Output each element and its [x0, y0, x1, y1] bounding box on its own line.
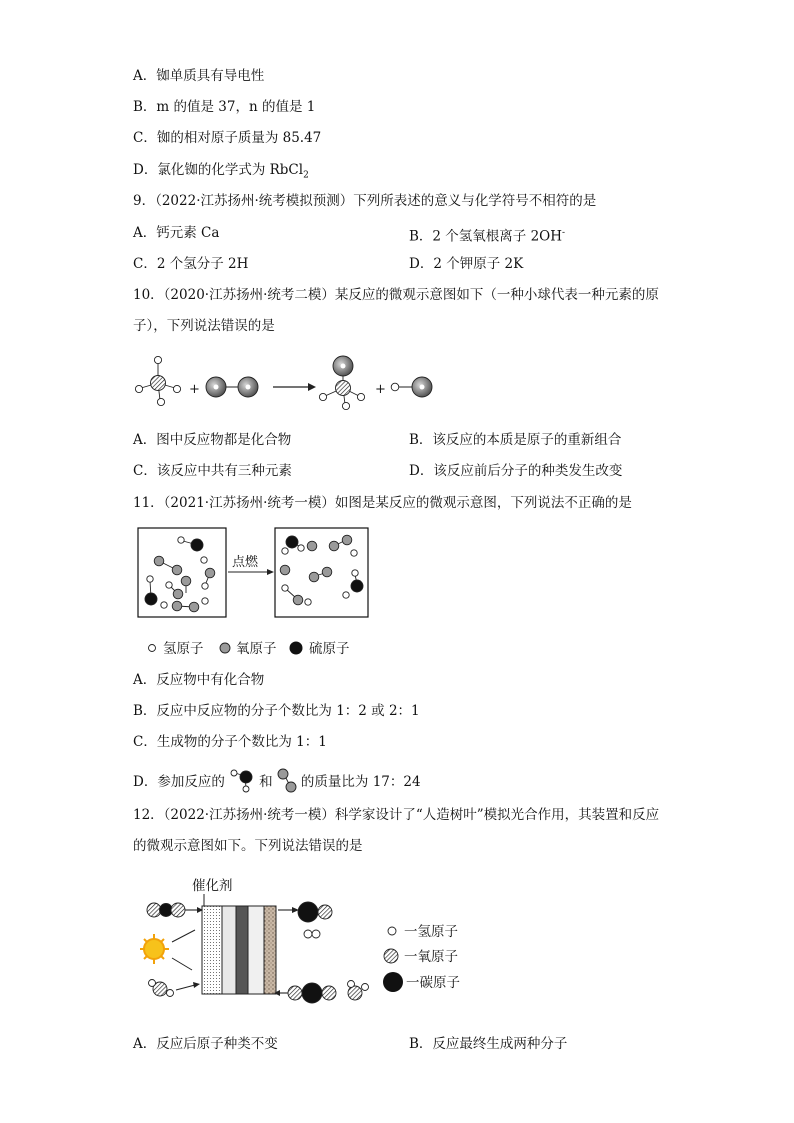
q10-option-c: C．该反应中共有三种元素	[133, 463, 292, 479]
q9-option-a: A．钙元素 Ca	[133, 225, 220, 241]
q10-reaction-diagram	[130, 350, 440, 412]
q12-option-a: A．反应后原子种类不变	[133, 1036, 278, 1052]
product-molecule-1	[319, 356, 364, 410]
legend-sulfur: 硫原子	[309, 641, 350, 657]
reactant-molecule-2	[206, 377, 258, 397]
hydrogen-atom-icon	[149, 645, 156, 652]
q8-option-b: B．m 的值是 37，n 的值是 1	[133, 99, 316, 115]
legend-oxygen: 一氧原子	[404, 949, 458, 965]
legend-carbon: 一碳原子	[406, 975, 460, 991]
q10-stem-line2: 子），下列说法错误的是	[133, 318, 275, 334]
o2-molecule-icon	[277, 768, 301, 794]
plus-sign-1: +	[189, 382, 200, 397]
q10-stem-line1: 10．（2020·江苏扬州·统考二模）某反应的微观示意图如下（一种小球代表一种元素的原	[133, 287, 659, 303]
q10-option-d: D．该反应前后分子的种类发生改变	[409, 463, 623, 479]
sulfur-atom-icon	[290, 642, 303, 655]
q12-stem-line2: 的微观示意图如下。下列说法错误的是	[133, 838, 363, 854]
q11-option-c: C．生成物的分子个数比为 1：1	[133, 734, 327, 750]
q12-stem-line1: 12．（2022·江苏扬州·统考一模）科学家设计了“人造树叶”模拟光合作用，其装置和反应	[133, 807, 660, 823]
h2s-molecule-icon	[229, 768, 259, 794]
q11-option-a: A．反应物中有化合物	[133, 672, 265, 688]
q11-legend	[145, 638, 365, 658]
q10-option-b: B．该反应的本质是原子的重新组合	[409, 432, 622, 448]
q11-stem: 11．（2021·江苏扬州·统考一模）如图是某反应的微观示意图，下列说法不正确的是	[133, 495, 632, 511]
q12-artificial-leaf-diagram	[140, 872, 480, 1007]
ignite-label: 点燃	[232, 555, 259, 570]
legend-oxygen: 氧原子	[236, 641, 277, 657]
q8-option-d: D．氯化铷的化学式为 RbCl$_2$	[133, 162, 309, 181]
q9-option-c: C．2 个氢分子 2H	[133, 256, 249, 272]
legend-hydrogen: 氢原子	[163, 641, 204, 657]
q9-stem: 9．（2022·江苏扬州·统考模拟预测）下列所表述的意义与化学符号不相符的是	[133, 193, 597, 209]
reactant-molecule-1	[135, 356, 180, 405]
electrode-layer	[264, 906, 276, 994]
q9-option-b: B．2 个氢氧根离子 2OH-	[409, 228, 566, 245]
product-molecule-2	[391, 377, 432, 397]
q8-option-a: A．铷单质具有导电性	[133, 68, 265, 84]
legend-hydrogen: 一氢原子	[404, 924, 458, 940]
sun-icon	[140, 934, 169, 964]
catalyst-layer	[202, 906, 222, 994]
oxygen-atom-icon	[220, 643, 230, 653]
reaction-arrow	[273, 383, 316, 391]
q9-option-d: D．2 个钾原子 2K	[409, 256, 524, 272]
q11-option-d: D．参加反应的 和 的质量比为 17：24	[133, 768, 421, 794]
oxygen-atom-icon	[384, 949, 398, 963]
plus-sign-2: +	[375, 382, 386, 397]
q11-reaction-diagram	[136, 525, 372, 621]
catalyst-label: 催化剂	[192, 878, 233, 894]
q11-option-b: B．反应中反应物的分子个数比为 1：2 或 2：1	[133, 703, 420, 719]
q12-option-b: B．反应最终生成两种分子	[409, 1036, 568, 1052]
carbon-atom-icon	[383, 972, 403, 992]
hydrogen-atom-icon	[388, 927, 396, 935]
q8-option-c: C．铷的相对原子质量为 85.47	[133, 130, 322, 146]
q10-option-a: A．图中反应物都是化合物	[133, 432, 292, 448]
